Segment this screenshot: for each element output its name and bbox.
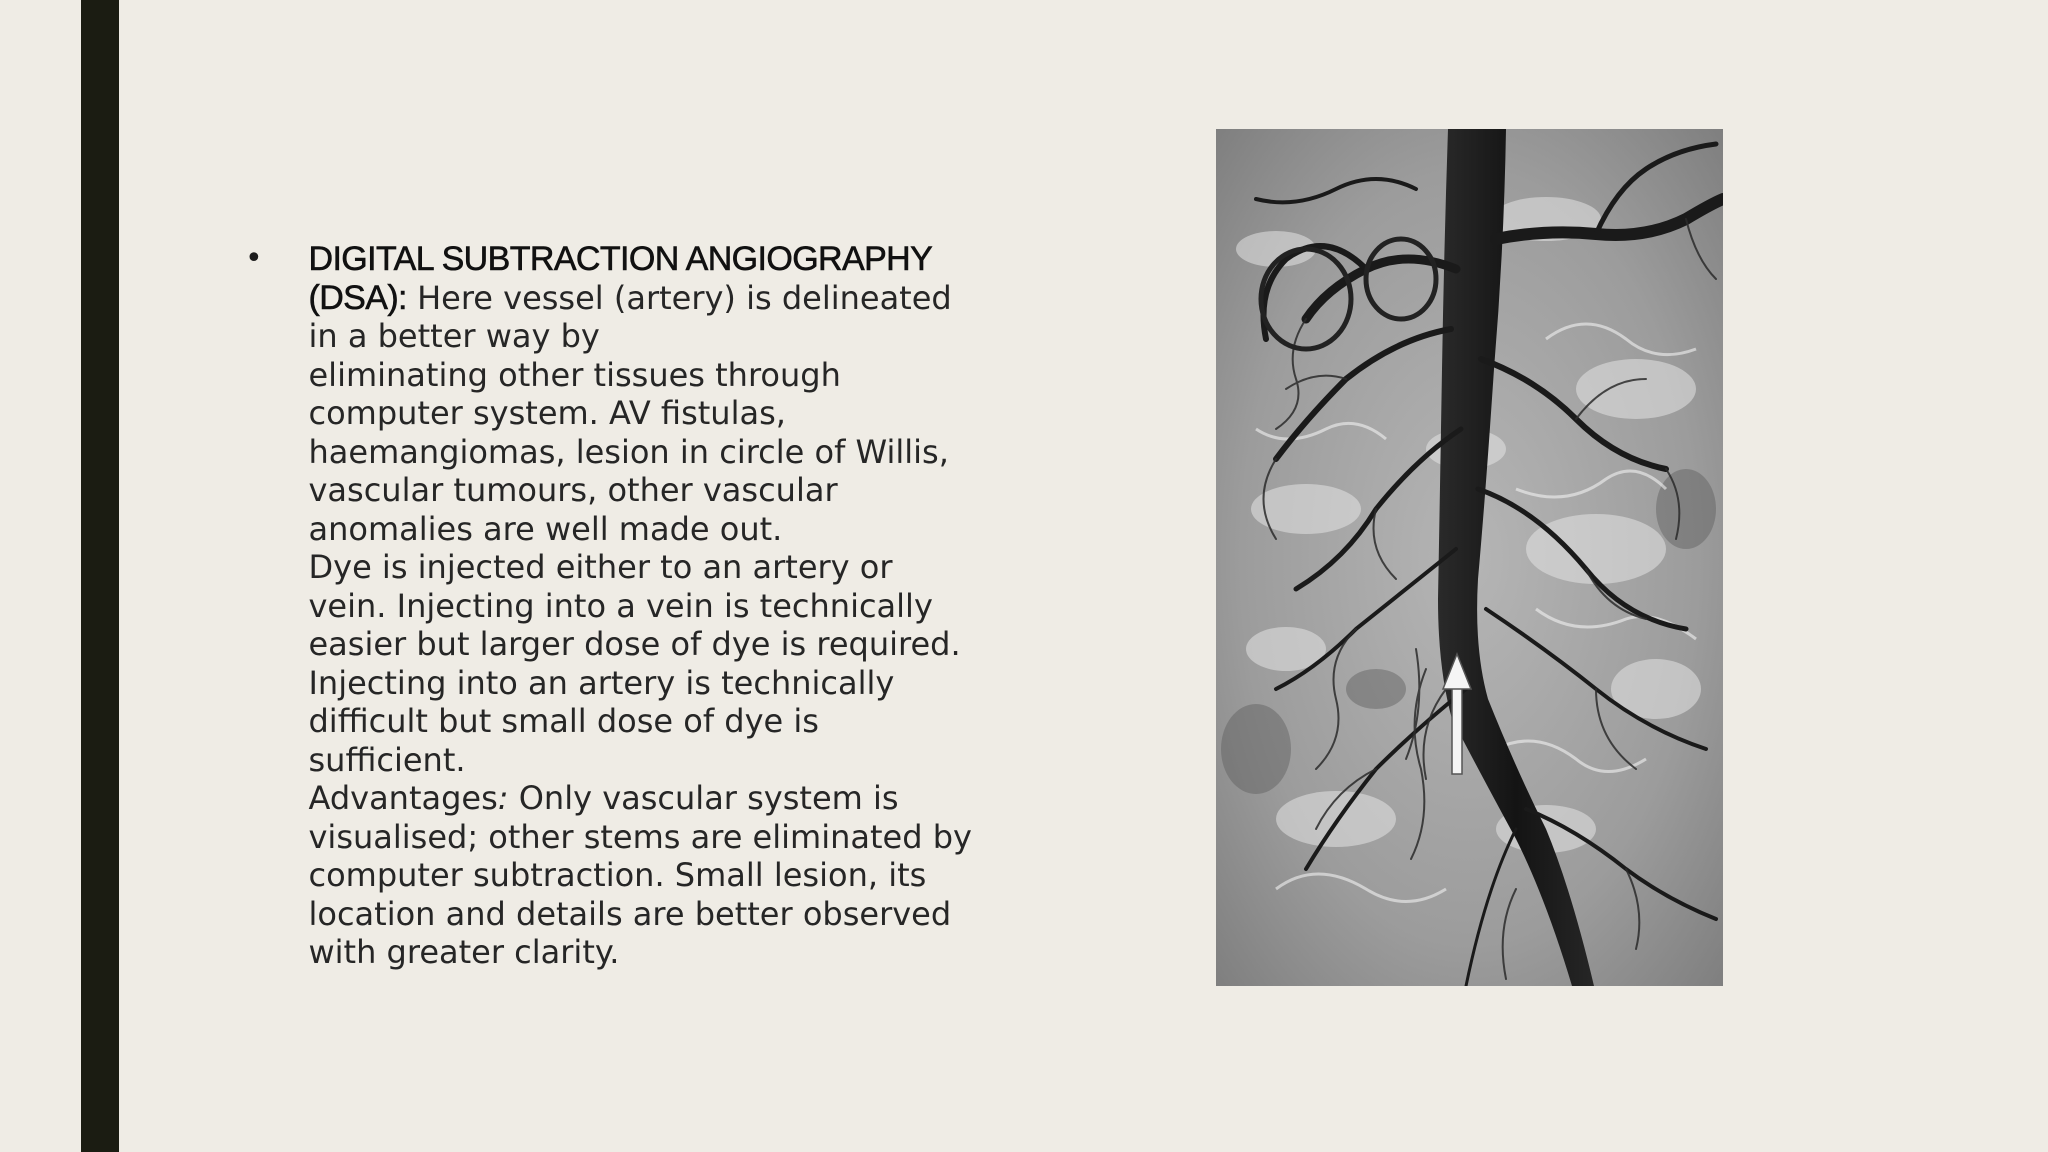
- body-line: location and details are better observed: [308, 894, 952, 933]
- body-line: sufficient.: [308, 740, 466, 779]
- angiogram-illustration: [1216, 129, 1723, 986]
- body-line: computer subtraction. Small lesion, its: [308, 856, 927, 894]
- body-line: Injecting into an artery is technically: [308, 663, 895, 702]
- bullet-text: [308, 240, 983, 972]
- slide-content: [243, 240, 983, 972]
- body-line: easier but larger dose of dye is required.: [308, 625, 961, 663]
- body-line: Dye is injected either to an artery or: [308, 548, 893, 586]
- body-line: computer system. AV fistulas,: [308, 394, 786, 432]
- body-line: vascular tumours, other vascular: [308, 471, 838, 509]
- body-line: visualised; other stems are eliminated by: [308, 817, 972, 856]
- body-line: eliminating other tissues through: [308, 355, 841, 394]
- body-line: Here vessel (artery) is delineated: [406, 278, 952, 317]
- left-accent-bar: [81, 0, 119, 1152]
- advantages-label: Advantages: [308, 779, 498, 817]
- heading-line-1: DIGITAL SUBTRACTION ANGIOGRAPHY: [308, 240, 933, 278]
- body-line: in a better way by: [308, 317, 600, 355]
- angiogram-image: [1216, 129, 1723, 986]
- advantages-colon: :: [497, 779, 509, 817]
- body-line: anomalies are well made out.: [308, 509, 783, 548]
- heading-line-2: (DSA):: [308, 278, 407, 317]
- body-line: vein. Injecting into a vein is technically: [308, 586, 933, 625]
- body-line: Only vascular system is: [508, 779, 899, 817]
- body-line: with greater clarity.: [308, 933, 620, 971]
- bullet-item: [243, 240, 983, 972]
- body-line: difficult but small dose of dye is: [308, 702, 819, 740]
- bullet-marker: •: [245, 241, 263, 276]
- body-line: haemangiomas, lesion in circle of Willis,: [308, 432, 949, 471]
